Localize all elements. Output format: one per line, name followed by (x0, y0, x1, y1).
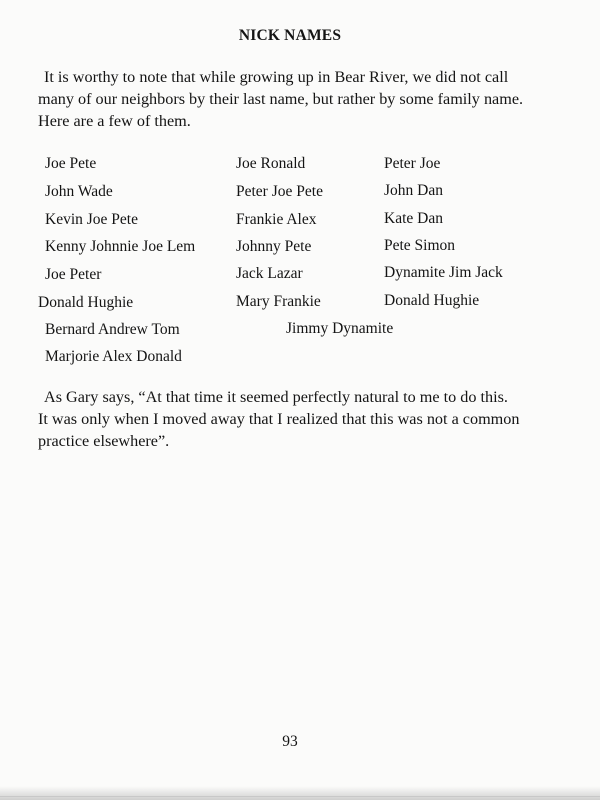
nickname-item: Dynamite Jim Jack (384, 264, 503, 281)
page-edge-line (0, 796, 600, 797)
page-number: 93 (282, 733, 298, 750)
nickname-item: Jimmy Dynamite (286, 320, 394, 337)
nickname-item: Kenny Johnnie Joe Lem (45, 238, 196, 255)
nickname-item: Joe Pete (45, 155, 97, 172)
nickname-item: Donald Hughie (384, 292, 480, 309)
closing-line: practice elsewhere”. (38, 432, 170, 450)
closing-line: As Gary says, “At that time it seemed perfectly natural to me to do this. (44, 388, 508, 406)
nickname-item: Jack Lazar (236, 265, 303, 282)
nickname-item: Kate Dan (384, 210, 443, 227)
nickname-item: Pete Simon (384, 237, 456, 254)
nickname-item: Joe Peter (45, 266, 102, 283)
page-title: NICK NAMES (238, 27, 342, 44)
nickname-item: Peter Joe (384, 155, 441, 172)
nickname-item: Mary Frankie (236, 293, 321, 310)
nickname-item: Donald Hughie (38, 294, 134, 311)
closing-line: It was only when I moved away that I realized that this was not a common (38, 410, 520, 428)
intro-line: many of our neighbors by their last name, but rather by some family name. (38, 90, 524, 108)
page-bottom-edge (0, 786, 600, 800)
nickname-item: Joe Ronald (236, 155, 306, 172)
nickname-item: Marjorie Alex Donald (45, 348, 182, 365)
intro-line: It is worthy to note that while growing up in Bear River, we did not call (44, 68, 509, 86)
nickname-item: Johnny Pete (236, 238, 312, 255)
nickname-item: Bernard Andrew Tom (45, 321, 180, 338)
nickname-item: John Dan (384, 182, 443, 199)
nickname-item: Frankie Alex (236, 211, 317, 228)
nickname-item: Peter Joe Pete (236, 183, 323, 200)
intro-line: Here are a few of them. (38, 112, 191, 130)
intro-paragraph (38, 66, 548, 132)
nickname-item: John Wade (45, 183, 113, 200)
nickname-item: Kevin Joe Pete (45, 211, 138, 228)
closing-paragraph (38, 386, 548, 452)
